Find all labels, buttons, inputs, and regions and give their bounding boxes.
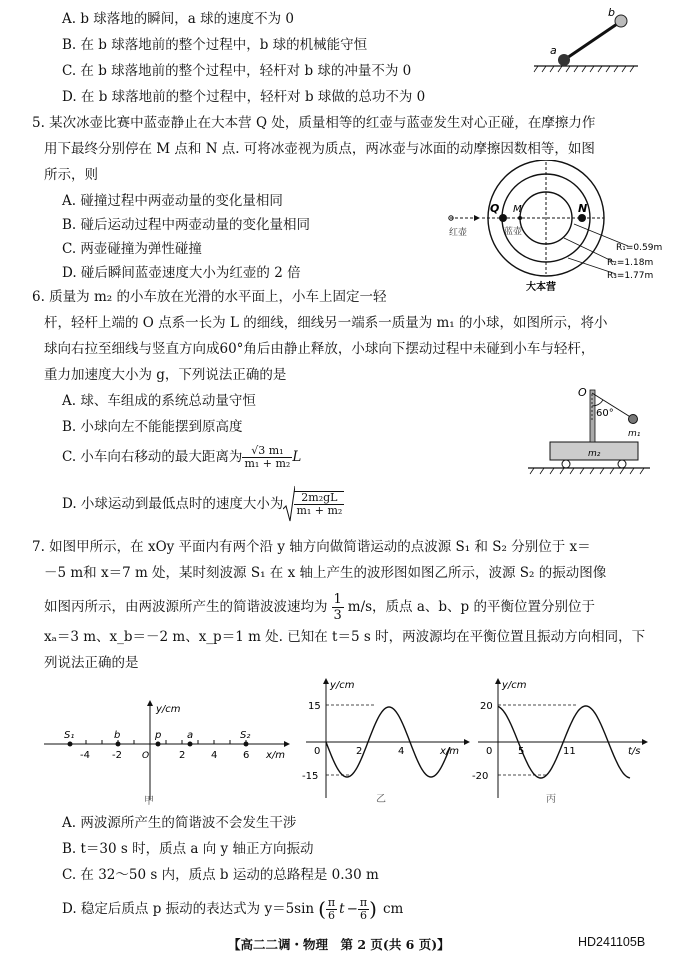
q7-jia-s2: S₂ [240, 730, 251, 741]
q7-stem-line-4: xₐ＝3 m、x_b＝－2 m、x_p＝1 m 处. 已知在 t＝5 s 时，两波源均在平衡位置且振动方向相同，下 [44, 629, 646, 645]
q7-bing-tick-11: 11 [563, 746, 576, 757]
q7-bing-caption: 丙 [546, 794, 556, 805]
q5-stem-line-3: 所示，则 [44, 167, 98, 183]
q4-label-a: a [550, 44, 557, 57]
q6-option-a: A. 球、车组成的系统总动量守恒 [62, 393, 256, 409]
q7-yi-tick-m15: -15 [302, 771, 319, 782]
q7-yi-tick-2: 2 [356, 746, 363, 757]
q5-label-r1: R₁=0.59m [616, 243, 663, 253]
q4-option-c: C. 在 b 球落地前的整个过程中，轻杆对 b 球的冲量不为 0 [62, 63, 412, 79]
q7-stem-line-3-suffix: m/s，质点 a、b、p 的平衡位置分别位于 [347, 599, 595, 615]
q7-jia-tick-6: 6 [243, 750, 250, 761]
q5-label-blue: 蓝壶 [504, 227, 523, 237]
q5-stem-line-1: 5. 某次冰壶比赛中蓝壶静止在大本营 Q 处，质量相等的红壶与蓝壶发生对心正碰，在摩擦力作 [32, 115, 596, 131]
q7-option-c: C. 在 32～50 s 内，质点 b 运动的总路程是 0.30 m [62, 867, 379, 883]
q7-bing-tick-0: 0 [486, 746, 493, 757]
q7-jia-tick-m2: -2 [112, 750, 122, 761]
q6-label-m2: m₂ [588, 449, 601, 459]
q6-option-c [62, 440, 301, 474]
q7-jia-p: p [155, 730, 162, 741]
q7-jia-tick-2: 2 [179, 750, 186, 761]
q7-stem-line-5: 列说法正确的是 [44, 655, 139, 671]
q7-option-d-suffix: cm [382, 901, 404, 917]
q6-label-o: O [578, 386, 587, 399]
q5-stem-line-2: 用下最终分别停在 M 点和 N 点. 可将冰壶视为质点，两冰壶与冰面的动摩擦因数相等，如图 [44, 141, 595, 157]
q7-bing-ylabel: y/cm [502, 680, 527, 691]
q7-stem-line-2: －5 m和 x＝7 m 处，某时刻波源 S₁ 在 x 轴上产生的波形图如图乙所示，波源 S₂ 的振动图像 [44, 565, 607, 581]
q7-speed-fraction: $\frac{1}{3}$ [333, 591, 342, 623]
q6-option-d-prefix: D. 小球运动到最低点时的速度大小为 [62, 496, 284, 512]
q7-jia-a: a [187, 730, 194, 741]
q7-bing-tick-20: 20 [480, 701, 493, 712]
q7-option-b: B. t＝30 s 时，质点 a 向 y 轴正方向振动 [62, 841, 314, 857]
q7-option-d-prefix: D. 稳定后质点 p 振动的表达式为 y＝5sin [62, 901, 315, 917]
q7-jia-tick-m4: -4 [80, 750, 90, 761]
q6-option-d-sqrt: $\frac{\text{2m₂gL}}{\text{m₁ + m₂}}$ [283, 485, 344, 523]
q4-option-b: B. 在 b 球落地前的整个过程中，b 球的机械能守恒 [62, 37, 368, 53]
q7-jia-b: b [114, 730, 121, 741]
q7-jia-ylabel: y/cm [156, 704, 181, 715]
q5-label-n: N [578, 202, 588, 215]
q5-caption: 大本营 [526, 282, 556, 293]
q6-option-d [62, 484, 344, 524]
q4-option-a: A. b 球落地的瞬间，a 球的速度不为 0 [62, 11, 294, 27]
q7-bing-tick-m20: -20 [472, 771, 489, 782]
q6-option-b: B. 小球向左不能能摆到原高度 [62, 419, 243, 435]
q7-stem-line-1: 7. 如图甲所示，在 xOy 平面内有两个沿 y 轴方向做简谐运动的点波源 S₁ 和 S₂ 分别位于 x＝ [32, 539, 591, 555]
q6-stem-line-1: 6. 质量为 m₂ 的小车放在光滑的水平面上，小车上固定一轻 [32, 289, 387, 305]
q7-yi-tick-0: 0 [314, 746, 321, 757]
q7-jia-caption: 甲 [144, 796, 154, 807]
q7-stem-line-3 [44, 588, 595, 626]
q7-bing-xlabel: t/s [628, 746, 641, 757]
q7-figure-yi [300, 678, 470, 806]
q6-cart-figure [524, 380, 654, 480]
q5-curling-figure [446, 160, 671, 295]
q5-label-r3: R₃=1.77m [607, 271, 654, 281]
q7-jia-origin: O [142, 751, 150, 761]
q5-option-c: C. 两壶碰撞为弹性碰撞 [62, 241, 202, 257]
q7-figure-jia [40, 700, 290, 810]
q4-rod-figure [520, 4, 640, 74]
q5-label-red: 红壶 [449, 228, 468, 238]
q7-jia-s1: S₁ [64, 730, 75, 741]
q5-label-r2: R₂=1.18m [607, 258, 654, 268]
q6-option-c-fraction: $\frac{\text{√3 m₁}}{\text{m₁ + m₂}}$ [244, 443, 291, 470]
q7-bing-tick-5: 5 [518, 746, 525, 757]
q5-option-d: D. 碰后瞬间蓝壶速度大小为红壶的 2 倍 [62, 265, 301, 281]
q7-yi-xlabel: x/m [440, 746, 460, 757]
q6-stem-line-3: 球向右拉至细线与竖直方向成60°角后由静止释放，小球向下摆动过程中未碰到小车与轻杆， [44, 341, 595, 357]
q5-label-q: Q [490, 202, 500, 215]
q7-option-d: D. 稳定后质点 p 振动的表达式为 y＝5sin ( $\frac{\pi}{6}$ t − $\frac{\pi}{6}$ ) cm [62, 895, 404, 922]
exam-code: HD241105B [578, 935, 646, 949]
q7-figure-bing [470, 678, 650, 806]
q6-stem-line-4: 重力加速度大小为 g，下列说法正确的是 [44, 367, 287, 383]
q5-option-b: B. 碰后运动过程中两壶动量的变化量相同 [62, 217, 311, 233]
q7-jia-tick-4: 4 [211, 750, 218, 761]
page-footer: 【高二二调・物理 第 2 页(共 6 页)】 [228, 937, 450, 952]
q6-option-c-prefix: C. 小车向右移动的最大距离为 [62, 449, 243, 465]
q5-option-a: A. 碰撞过程中两壶动量的变化量相同 [62, 193, 283, 209]
q7-option-a: A. 两波源所产生的简谐波不会发生干涉 [62, 815, 297, 831]
q6-label-angle: 60° [596, 408, 614, 419]
q7-yi-ylabel: y/cm [330, 680, 355, 691]
q6-option-c-suffix: L [292, 449, 302, 465]
q6-label-m1: m₁ [628, 429, 641, 439]
q7-yi-tick-15: 15 [308, 701, 321, 712]
q4-label-b: b [608, 6, 615, 19]
q7-jia-xlabel: x/m [266, 750, 286, 761]
q7-yi-caption: 乙 [376, 794, 386, 805]
q7-stem-line-3-prefix: 如图丙所示，由两波源所产生的简谐波波速均为 [44, 599, 328, 615]
q5-label-m: M [513, 204, 522, 215]
q6-stem-line-2: 杆，轻杆上端的 O 点系一长为 L 的细线，细线另一端系一质量为 m₁ 的小球，如图所示，将小 [44, 315, 608, 331]
q7-yi-tick-4: 4 [398, 746, 405, 757]
q4-option-d: D. 在 b 球落地前的整个过程中，轻杆对 b 球做的总功不为 0 [62, 89, 426, 105]
